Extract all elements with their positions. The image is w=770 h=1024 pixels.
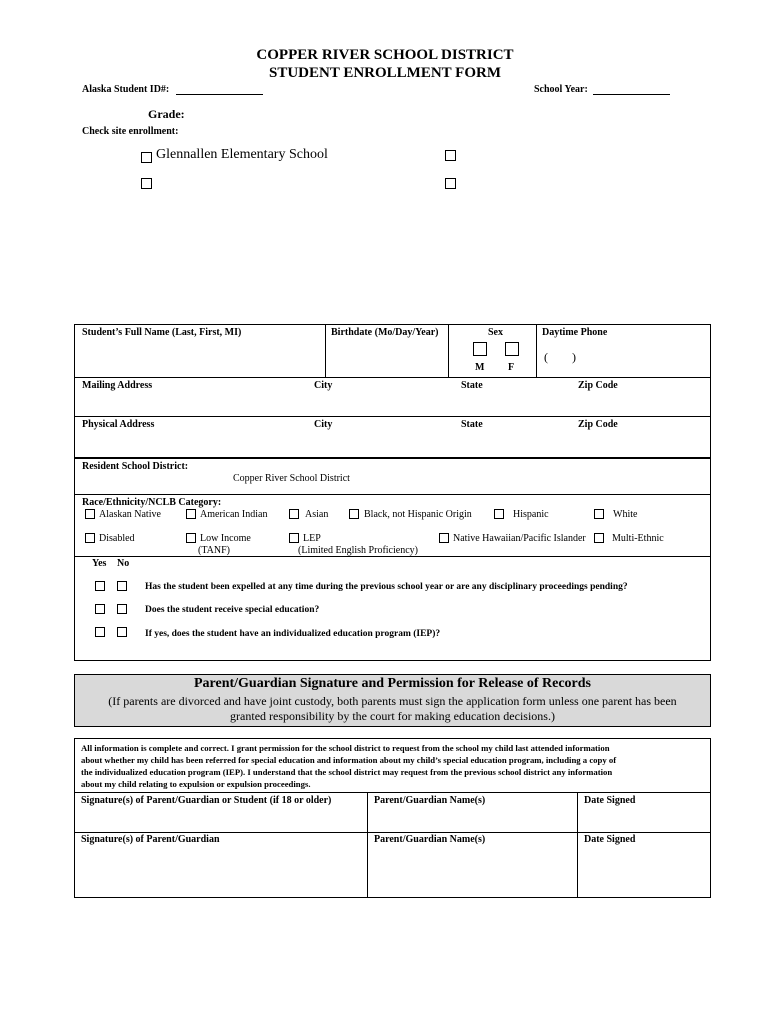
q1-no-checkbox[interactable]: [117, 581, 127, 591]
physical-state-label: State: [461, 419, 483, 430]
race-checkbox-low-income[interactable]: [186, 533, 196, 543]
race-multi-ethnic-label: Multi-Ethnic: [612, 533, 664, 544]
release-statement-line: the individualized education program (IEP). I understand that the school district may request from the previous school district any information: [81, 767, 613, 777]
race-tanf-label: (TANF): [198, 545, 230, 556]
physical-address-label: Physical Address: [82, 419, 155, 430]
physical-address-field[interactable]: [80, 432, 705, 454]
row-divider: [74, 494, 711, 495]
release-statement-line: All information is complete and correct. I grant permission for the school district to request from the school my child last attended information: [81, 743, 610, 753]
site-glennallen-elementary-label: Glennallen Elementary School: [156, 147, 328, 162]
mailing-city-label: City: [314, 380, 333, 391]
mailing-state-label: State: [461, 380, 483, 391]
race-checkbox-asian[interactable]: [289, 509, 299, 519]
date-signed-2-label: Date Signed: [584, 834, 636, 845]
mailing-address-field[interactable]: [80, 392, 705, 414]
guardian-name-1-label: Parent/Guardian Name(s): [374, 795, 486, 806]
race-checkbox-disabled[interactable]: [85, 533, 95, 543]
col-divider: [448, 324, 449, 377]
physical-zip-label: Zip Code: [578, 419, 618, 430]
race-checkbox-black[interactable]: [349, 509, 359, 519]
sex-female-label: F: [508, 362, 515, 373]
row-divider: [74, 832, 711, 833]
sex-male-checkbox[interactable]: [473, 342, 487, 356]
race-asian-label: Asian: [305, 509, 329, 520]
mailing-zip-label: Zip Code: [578, 380, 618, 391]
site-enrollment-label: Check site enrollment:: [82, 126, 179, 137]
school-year-field[interactable]: [593, 94, 670, 95]
full-name-label: Student’s Full Name (Last, First, MI): [82, 327, 242, 338]
resident-district-label: Resident School District:: [82, 461, 189, 472]
sex-female-checkbox[interactable]: [505, 342, 519, 356]
district-title: COPPER RIVER SCHOOL DISTRICT: [256, 47, 514, 63]
date-signed-1-label: Date Signed: [584, 795, 636, 806]
permission-subtitle-2: granted responsibility by the court for making education decisions.): [230, 709, 555, 723]
release-statement-line: about my child relating to expulsion or expulsion proceedings.: [81, 779, 311, 789]
race-checkbox-hispanic[interactable]: [494, 509, 504, 519]
date-signed-1-field[interactable]: [581, 808, 707, 830]
signature-2-label: Signature(s) of Parent/Guardian: [81, 834, 220, 845]
race-black-label: Black, not Hispanic Origin: [364, 509, 472, 520]
race-disabled-label: Disabled: [99, 533, 135, 544]
guardian-name-1-field[interactable]: [371, 808, 573, 830]
row-divider: [74, 792, 711, 793]
form-title: STUDENT ENROLLMENT FORM: [269, 65, 501, 81]
mailing-address-label: Mailing Address: [82, 380, 153, 391]
sex-male-label: M: [475, 362, 485, 373]
school-year-label: School Year:: [534, 84, 588, 95]
physical-city-label: City: [314, 419, 333, 430]
site-checkbox-2[interactable]: [445, 150, 456, 161]
permission-title: Parent/Guardian Signature and Permission for Release of Records: [193, 676, 592, 691]
race-hispanic-label: Hispanic: [513, 509, 549, 520]
site-checkbox-4[interactable]: [445, 178, 456, 189]
race-checkbox-white[interactable]: [594, 509, 604, 519]
release-statement-line: about whether my child has been referred for special education and information about my child’s special education program, including a copy of: [81, 755, 617, 765]
row-divider: [74, 457, 711, 459]
question-iep: If yes, does the student have an individualized education program (IEP)?: [145, 629, 441, 639]
date-signed-2-field[interactable]: [581, 848, 707, 894]
signature-2-field[interactable]: [78, 848, 364, 894]
guardian-name-2-label: Parent/Guardian Name(s): [374, 834, 486, 845]
q1-yes-checkbox[interactable]: [95, 581, 105, 591]
col-divider: [325, 324, 326, 377]
row-divider: [74, 377, 711, 378]
grade-label: Grade:: [148, 107, 185, 121]
site-checkbox-glennallen-elementary[interactable]: [141, 152, 152, 163]
student-id-field[interactable]: [176, 94, 263, 95]
race-lep-label: LEP: [303, 533, 321, 544]
row-divider: [74, 416, 711, 417]
race-ethnicity-label: Race/Ethnicity/NCLB Category:: [82, 497, 222, 508]
signature-1-field[interactable]: [78, 808, 364, 830]
q2-no-checkbox[interactable]: [117, 604, 127, 614]
permission-subtitle-1: (If parents are divorced and have joint custody, both parents must sign the application form unless one parent has been: [108, 694, 677, 708]
race-low-income-label: Low Income: [200, 533, 251, 544]
sex-label: Sex: [488, 327, 503, 338]
race-checkbox-native-hawaiian[interactable]: [439, 533, 449, 543]
no-header: No: [117, 558, 130, 569]
race-american-indian-label: American Indian: [200, 509, 268, 520]
daytime-phone-label: Daytime Phone: [542, 327, 608, 338]
race-checkbox-lep[interactable]: [289, 533, 299, 543]
col-divider: [577, 792, 578, 898]
signature-1-label: Signature(s) of Parent/Guardian or Student (if 18 or older): [81, 795, 332, 806]
race-white-label: White: [613, 509, 638, 520]
q2-yes-checkbox[interactable]: [95, 604, 105, 614]
race-checkbox-alaskan-native[interactable]: [85, 509, 95, 519]
q3-no-checkbox[interactable]: [117, 627, 127, 637]
birthdate-field[interactable]: [330, 340, 444, 374]
resident-district-value: Copper River School District: [233, 473, 350, 484]
race-checkbox-multi-ethnic[interactable]: [594, 533, 604, 543]
site-checkbox-3[interactable]: [141, 178, 152, 189]
col-divider: [536, 324, 537, 377]
race-native-hawaiian-label: Native Hawaiian/Pacific Islander: [453, 533, 586, 544]
birthdate-label: Birthdate (Mo/Day/Year): [331, 327, 439, 338]
row-divider: [74, 556, 711, 557]
question-expelled: Has the student been expelled at any time during the previous school year or are any disciplinary proceedings pending?: [145, 582, 628, 592]
race-checkbox-american-indian[interactable]: [186, 509, 196, 519]
q3-yes-checkbox[interactable]: [95, 627, 105, 637]
release-statement: [81, 742, 616, 790]
daytime-phone-field[interactable]: ( ): [544, 350, 576, 364]
col-divider: [367, 792, 368, 898]
guardian-name-2-field[interactable]: [371, 848, 573, 894]
full-name-field[interactable]: [80, 340, 320, 374]
student-id-label: Alaska Student ID#:: [82, 84, 170, 95]
question-special-education: Does the student receive special education?: [145, 605, 320, 615]
yes-header: Yes: [92, 558, 107, 569]
race-lep-full-label: (Limited English Proficiency): [298, 545, 418, 556]
race-alaskan-native-label: Alaskan Native: [99, 509, 161, 520]
